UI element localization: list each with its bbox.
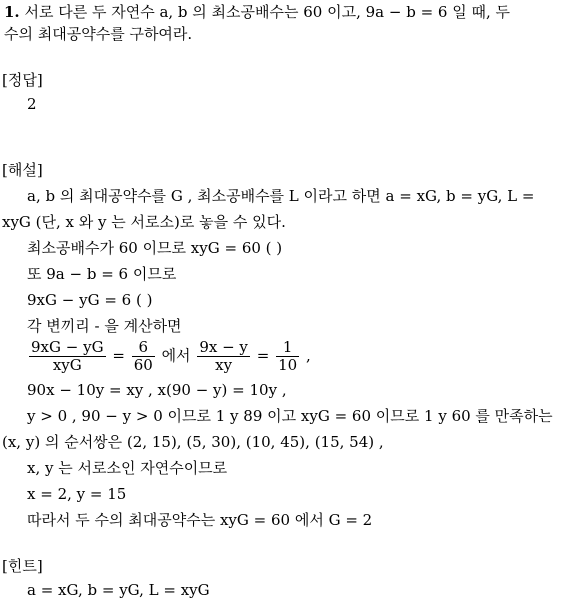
fraction-mid-text: 에서 [161, 346, 191, 365]
fraction-3-numerator: 9x − y [199, 338, 248, 356]
problem-line-1 [4, 2, 510, 22]
answer-label: [정답] [2, 71, 43, 89]
explanation-line-3: 최소공배수가 60 이므로 xyG = 60 ( ) [27, 239, 283, 257]
explanation-label: [해설] [2, 161, 43, 179]
fraction-equation [27, 339, 311, 374]
problem-number: 1. [4, 3, 20, 21]
explanation-line-1: a, b 의 최대공약수를 G , 최소공배수를 L 이라고 하면 a = xG, b = yG, L = [27, 187, 535, 205]
fraction-1 [29, 339, 106, 374]
hint-label: [힌트] [2, 557, 43, 575]
explanation-line-8: 90x − 10y = xy , x(90 − y) = 10y , [27, 381, 287, 399]
explanation-line-6: 각 변끼리 - 을 계산하면 [27, 317, 182, 335]
fraction-1-numerator: 9xG − yG [31, 338, 104, 356]
explanation-line-9: y > 0 , 90 − y > 0 이므로 1 y 89 이고 xyG = 60 이므로 1 y 60 를 만족하는 [27, 407, 553, 425]
fraction-2 [132, 339, 155, 374]
problem-line-2: 수의 최대공약수를 구하여라. [4, 25, 193, 43]
explanation-line-12: x = 2, y = 15 [27, 485, 127, 503]
explanation-line-13: 따라서 두 수의 최대공약수는 xyG = 60 에서 G = 2 [27, 511, 373, 529]
equals-sign-1: = [112, 346, 125, 365]
answer-value: 2 [27, 95, 37, 113]
fraction-4-denominator: 10 [278, 356, 298, 374]
explanation-line-2: xyG (단, x 와 y 는 서로소)로 놓을 수 있다. [2, 213, 286, 231]
problem-text-1: 서로 다른 두 자연수 a, b 의 최소공배수는 60 이고, 9a − b = 6 일 때, 두 [24, 3, 511, 21]
equals-sign-2: = [256, 346, 270, 365]
fraction-2-denominator: 60 [133, 356, 153, 374]
fraction-3-denominator: xy [215, 356, 233, 374]
fraction-1-denominator: xyG [52, 356, 82, 374]
fraction-tail: , [305, 346, 311, 365]
explanation-line-4: 또 9a − b = 6 이므로 [27, 265, 177, 283]
explanation-line-5: 9xG − yG = 6 ( ) [27, 291, 153, 309]
fraction-2-numerator: 6 [132, 339, 155, 357]
fraction-4 [276, 339, 299, 374]
fraction-3 [197, 339, 250, 374]
fraction-4-numerator: 1 [276, 339, 299, 357]
hint-value: a = xG, b = yG, L = xyG [27, 581, 210, 599]
explanation-line-11: x, y 는 서로소인 자연수이므로 [27, 459, 228, 477]
explanation-line-10: (x, y) 의 순서쌍은 (2, 15), (5, 30), (10, 45), (15, 54) , [2, 433, 384, 451]
